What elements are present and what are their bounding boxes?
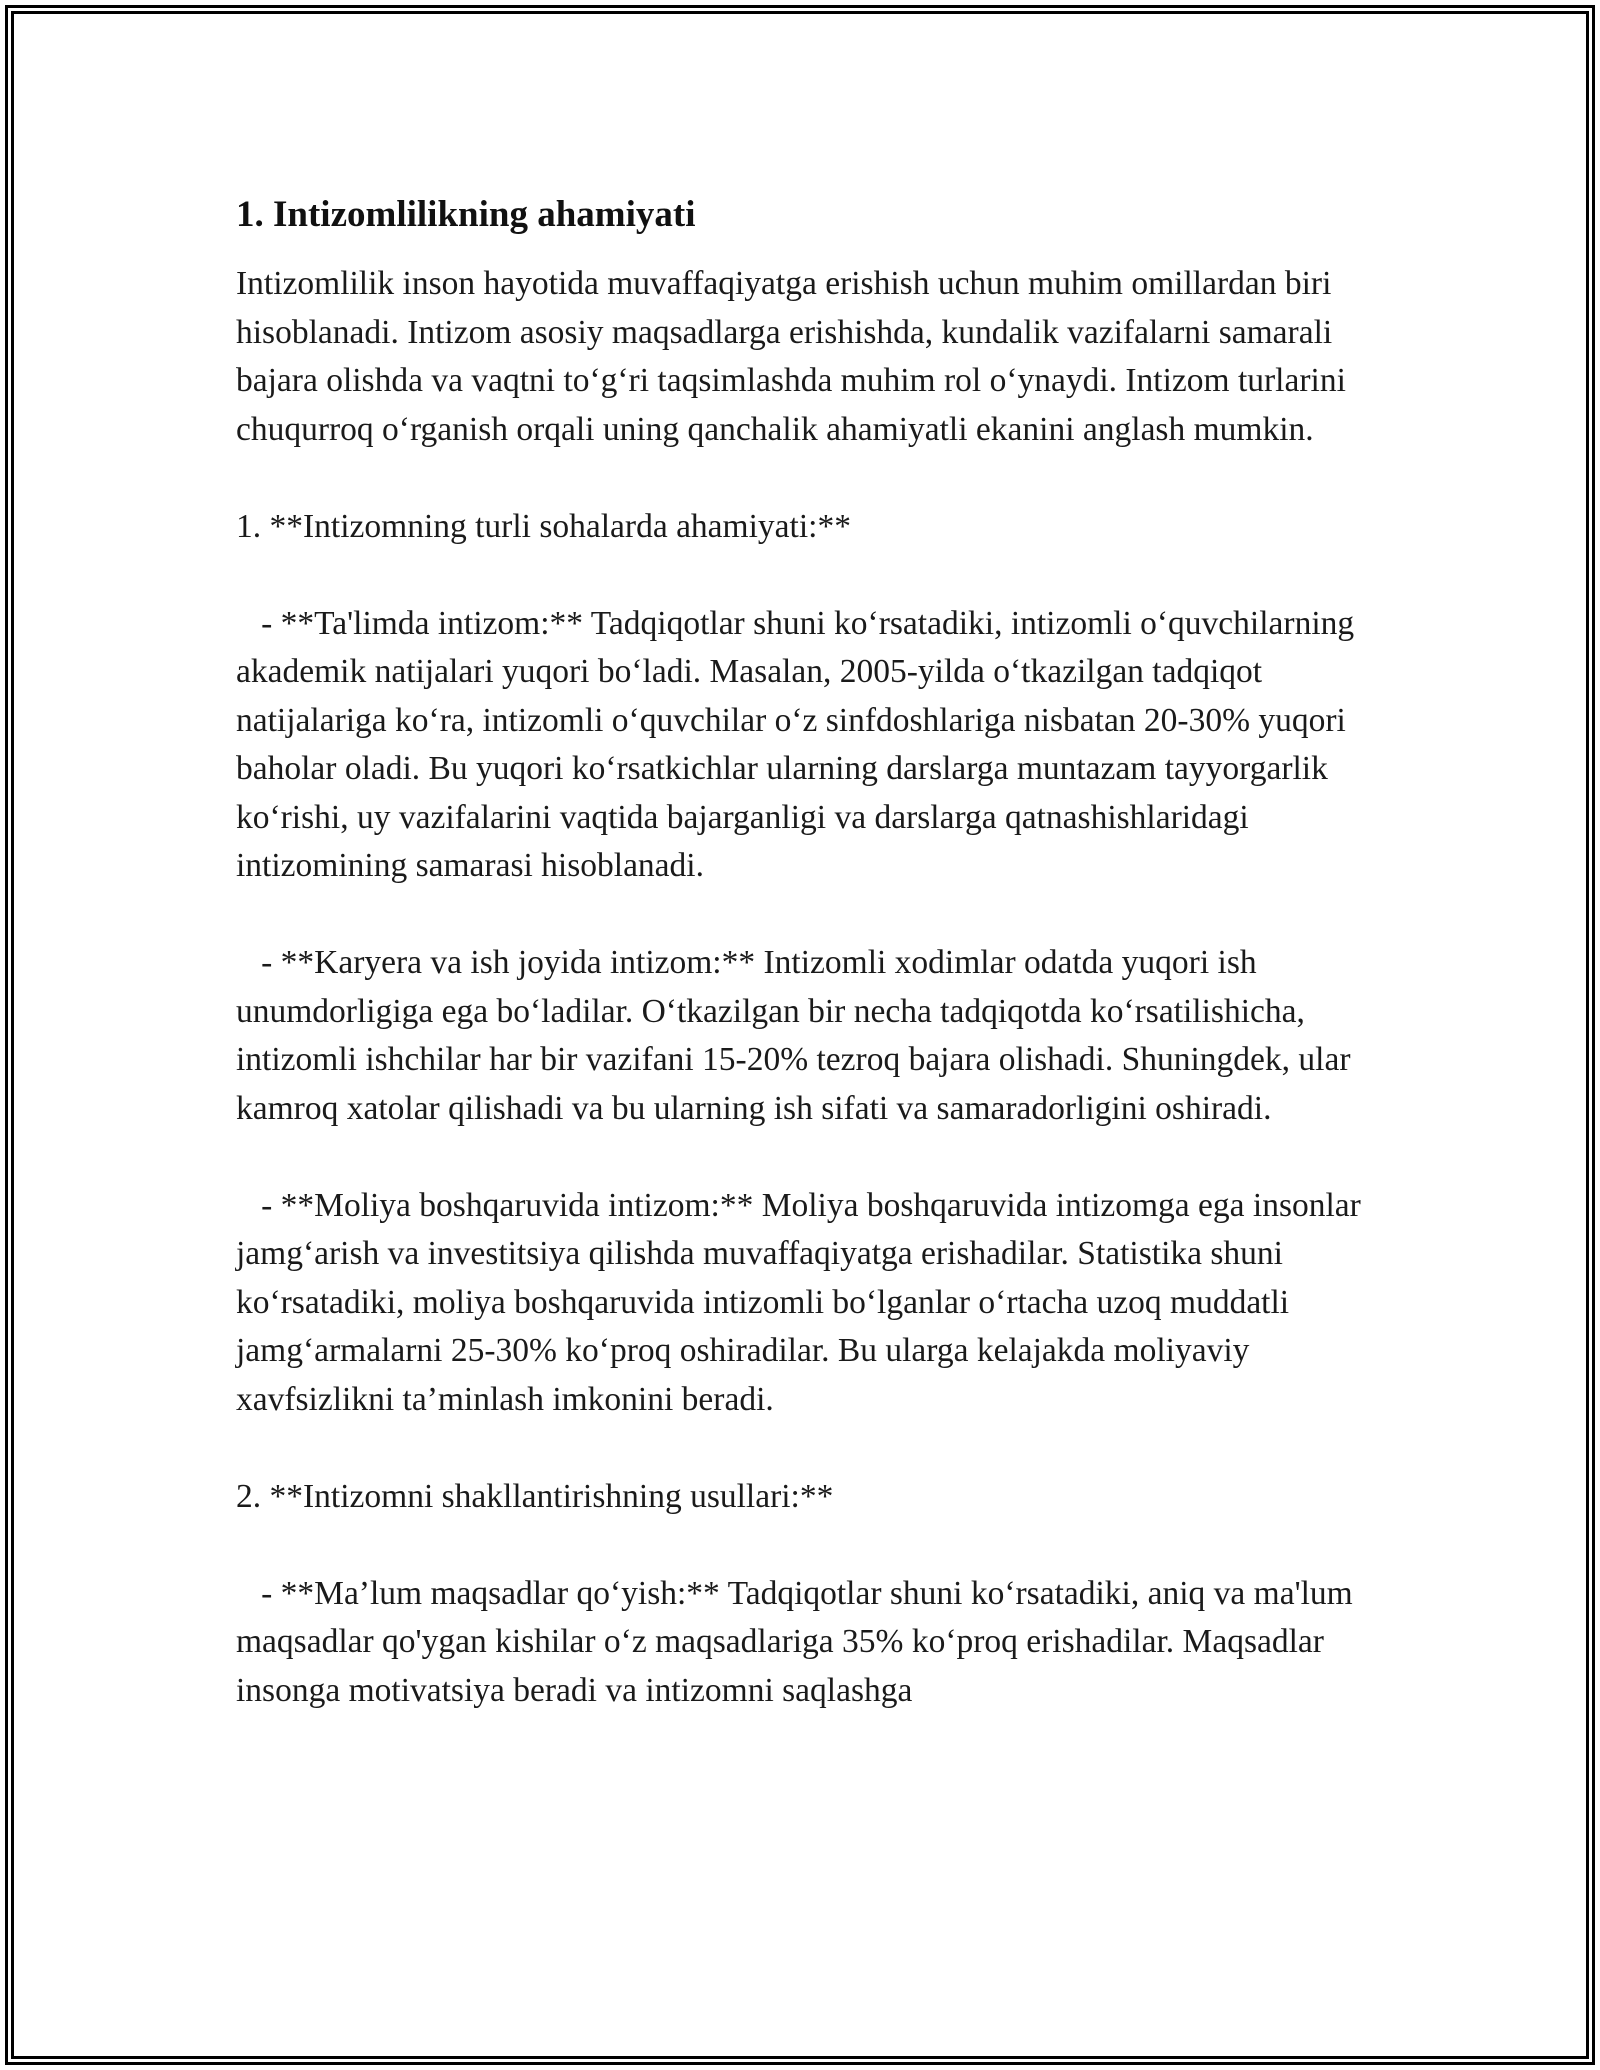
list-item-goals: - **Ma’lum maqsadlar qo‘yish:** Tadqiqotlar shuni ko‘rsatadiki, aniq va ma'lum maqsadlar qo'ygan kishilar o‘z maqsadlariga 35% ko‘proq erishadilar. Maqsadlar insonga motivatsiya beradi va intizomni saqlashga xyxy=(236,1574,1362,1709)
paragraph-spacer xyxy=(236,1133,1386,1182)
paragraph-spacer xyxy=(236,454,1386,503)
document-body xyxy=(236,188,1386,1715)
paragraph-spacer xyxy=(236,1424,1386,1473)
paragraph-spacer xyxy=(236,551,1386,600)
paragraph-spacer xyxy=(236,1521,1386,1570)
section-2-heading: 2. **Intizomni shakllantirishning usullari:** xyxy=(236,1477,834,1515)
paragraph-spacer xyxy=(236,891,1386,940)
list-item-finance: - **Moliya boshqaruvida intizom:** Moliya boshqaruvida intizomga ega insonlar jamg‘arish va investitsiya qilishda muvaffaqiyatga erishadilar. Statistika shuni ko‘rsatadiki, moliya boshqaruvida intizomli bo‘lganlar o‘rtacha uzoq muddatli jamg‘armalarni 25-30% ko‘proq oshiradilar. Bu ularga kelajakda moliyaviy xavfsizlikni ta’minlash imkonini beradi. xyxy=(236,1186,1370,1418)
document-title: 1. Intizomlilikning ahamiyati xyxy=(236,194,696,235)
list-item-education: - **Ta'limda intizom:** Tadqiqotlar shuni ko‘rsatadiki, intizomli o‘quvchilarning akademik natijalari yuqori bo‘ladi. Masalan, 2005-yilda o‘tkazilgan tadqiqot natijalariga ko‘ra, intizomli o‘quvchilar o‘z sinfdoshlariga nisbatan 20-30% yuqori baholar oladi. Bu yuqori ko‘rsatkichlar ularning darslarga muntazam tayyorgarlik ko‘rishi, uy vazifalarini vaqtida bajarganligi va darslarga qatnashishlaridagi intizomining samarasi hisoblanadi. xyxy=(236,604,1363,884)
section-1-heading: 1. **Intizomning turli sohalarda ahamiyati:** xyxy=(236,507,851,545)
intro-paragraph: Intizomlilik inson hayotida muvaffaqiyatga erishish uchun muhim omillardan biri hisoblanadi. Intizom asosiy maqsadlarga erishishda, kundalik vazifalarni samarali bajara olishda va vaqtni to‘g‘ri taqsimlashda muhim rol o‘ynaydi. Intizom turlarini chuqurroq o‘rganish orqali uning qanchalik ahamiyatli ekanini anglash mumkin. xyxy=(236,265,1355,448)
list-item-career: - **Karyera va ish joyida intizom:** Intizomli xodimlar odatda yuqori ish unumdorligiga ega bo‘ladilar. O‘tkazilgan bir necha tadqiqotda ko‘rsatilishicha, intizomli ishchilar har bir vazifani 15-20% tezroq bajara olishadi. Shuningdek, ular kamroq xatolar qilishadi va bu ularning ish sifati va samaradorligini oshiradi. xyxy=(236,944,1359,1127)
